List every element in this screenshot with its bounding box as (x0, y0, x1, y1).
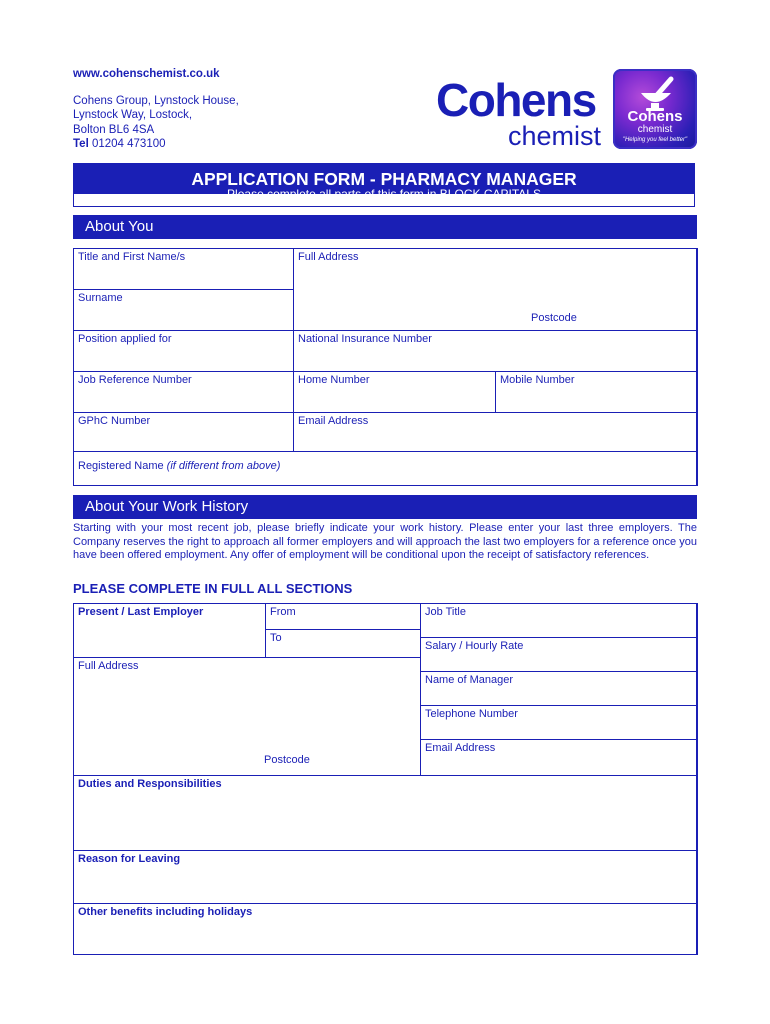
field-label: GPhC Number (78, 415, 151, 427)
form-title-box (73, 163, 695, 207)
field-label: Salary / Hourly Rate (425, 640, 524, 652)
email-address-field[interactable] (293, 412, 698, 452)
from-date-field[interactable] (265, 603, 421, 630)
title-firstname-field[interactable] (73, 248, 294, 290)
full-address-field[interactable] (293, 248, 698, 331)
salary-field[interactable] (420, 637, 698, 672)
employer-email-field[interactable] (420, 739, 698, 776)
manager-name-field[interactable] (420, 671, 698, 706)
address-line: Cohens Group, Lynstock House, (73, 94, 239, 107)
field-label: National Insurance Number (298, 333, 432, 345)
field-label: Surname (78, 292, 123, 304)
job-reference-field[interactable] (73, 371, 294, 413)
field-label: Job Reference Number (78, 374, 192, 386)
job-title-field[interactable] (420, 603, 698, 638)
section-about-you (73, 215, 697, 239)
field-label: Full Address (78, 660, 139, 672)
employer-address-field[interactable] (73, 657, 421, 776)
registered-name-label: Registered Name (78, 460, 164, 472)
logo-wordmark: Cohens (436, 74, 596, 126)
badge-wordmark: Cohens (627, 108, 683, 125)
page-title: APPLICATION FORM - PHARMACY MANAGER (191, 169, 577, 189)
registered-name-field[interactable] (73, 451, 698, 486)
logo-subword: chemist (508, 121, 602, 151)
duties-field[interactable] (73, 775, 698, 851)
about-you-grid (73, 248, 697, 486)
page-subtitle: Please complete all parts of this form in BLOCK CAPITALS (227, 187, 541, 201)
badge-tagline: "Helping you feel better" (622, 137, 688, 143)
address-line: Lynstock Way, Lostock, (73, 109, 193, 121)
field-label: Job Title (425, 606, 466, 618)
contact-block (73, 67, 239, 152)
field-label: Position applied for (78, 333, 172, 345)
section-title: About Your Work History (85, 498, 249, 515)
field-label (78, 460, 280, 472)
badge-subword: chemist (637, 124, 673, 135)
position-applied-field[interactable] (73, 330, 294, 372)
field-label: From (270, 606, 296, 618)
mobile-number-field[interactable] (495, 371, 698, 413)
website-link[interactable]: www.cohenschemist.co.uk (73, 68, 220, 80)
work-history-intro: Starting with your most recent job, please briefly indicate your work history. Please enter your last three employers. The Company reserves the right to approach all former employers and will approach the last two employers for a reference once you have been offered employment. Any offer of employment will be conditional upon the receipt of satisfactory references. (73, 522, 697, 562)
section-work-history (73, 495, 697, 519)
field-label: Duties and Responsibilities (78, 778, 222, 790)
employer-grid (73, 603, 697, 955)
postcode-label: Postcode (531, 312, 577, 324)
logo-badge (613, 69, 697, 149)
ni-number-field[interactable] (293, 330, 698, 372)
field-label: Telephone Number (425, 708, 518, 720)
field-label: Full Address (298, 251, 359, 263)
field-label: Other benefits including holidays (78, 906, 253, 918)
telephone (73, 137, 239, 152)
field-label: Name of Manager (425, 674, 514, 686)
to-date-field[interactable] (265, 629, 421, 658)
field-label: Email Address (298, 415, 369, 427)
section-title: About You (85, 218, 154, 235)
gphc-number-field[interactable] (73, 412, 294, 452)
registered-name-note: (if different from above) (166, 460, 281, 472)
tel-label: Tel (73, 138, 89, 150)
field-label: To (270, 632, 282, 644)
field-label: Title and First Name/s (78, 251, 186, 263)
complete-all-heading: PLEASE COMPLETE IN FULL ALL SECTIONS (73, 581, 353, 596)
field-label: Email Address (425, 742, 496, 754)
home-number-field[interactable] (293, 371, 496, 413)
address-line: Bolton BL6 4SA (73, 123, 155, 136)
field-label: Present / Last Employer (78, 606, 204, 618)
surname-field[interactable] (73, 289, 294, 331)
tel-number: 01204 473100 (91, 138, 166, 150)
employer-field[interactable] (73, 603, 266, 658)
field-label: Mobile Number (500, 374, 575, 386)
field-label: Reason for Leaving (78, 853, 181, 865)
telephone-field[interactable] (420, 705, 698, 740)
reason-leaving-field[interactable] (73, 850, 698, 904)
other-benefits-field[interactable] (73, 903, 698, 955)
postcode-label: Postcode (264, 754, 310, 766)
field-label: Home Number (298, 374, 370, 386)
